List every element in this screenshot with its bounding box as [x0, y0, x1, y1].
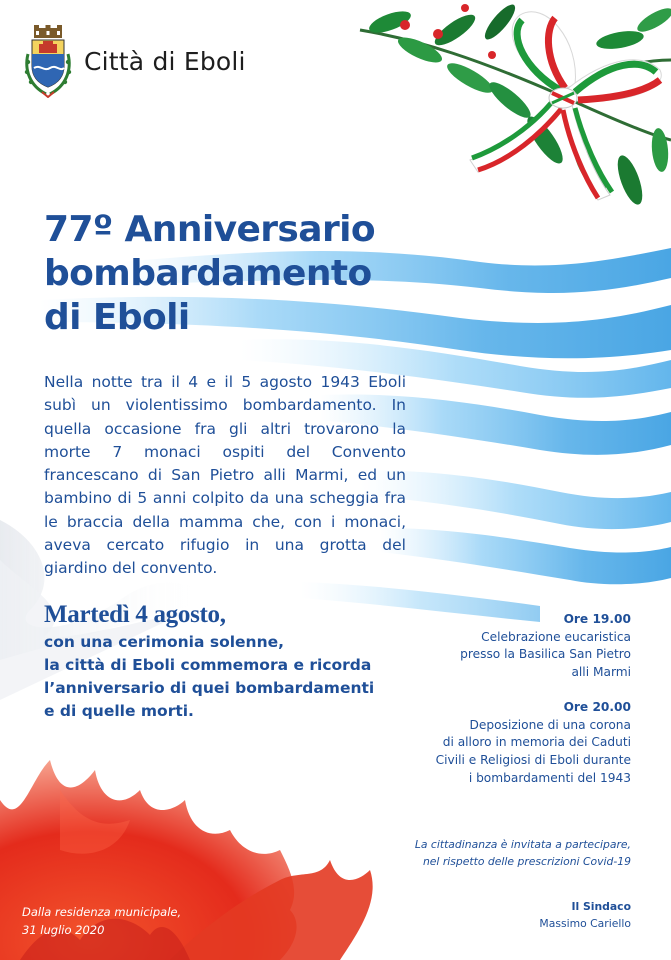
description-line: la città di Eboli commemora e ricorda: [44, 656, 372, 674]
mayor-signature: [539, 898, 631, 932]
event-time: Ore 19.00: [563, 612, 631, 626]
event-detail: di alloro in memoria dei Caduti: [442, 735, 631, 750]
description-line: con una cerimonia solenne,: [44, 633, 285, 651]
footer-date: 31 luglio 2020: [22, 922, 105, 937]
schedule-item-mass: [351, 611, 631, 682]
title-line: di Eboli: [44, 297, 190, 338]
footer-line: Dalla residenza municipale,: [22, 905, 182, 919]
city-crest-icon: [22, 24, 74, 98]
event-detail: presso la Basilica San Pietro: [460, 647, 631, 662]
ceremony-date: Martedì 4 agosto,: [44, 601, 226, 628]
description-line: e di quelle morti.: [44, 702, 194, 720]
description-line: l’anniversario di quei bombardamenti: [44, 679, 375, 697]
event-time: Ore 20.00: [563, 699, 631, 714]
schedule-item-wreath: [351, 699, 631, 788]
signature-role: Il Sindaco: [571, 900, 631, 913]
event-schedule: [351, 611, 631, 804]
footer-note: [22, 904, 181, 939]
header: [22, 24, 246, 98]
city-name: Città di Eboli: [84, 46, 246, 76]
title-line: bombardamento: [44, 253, 372, 294]
signature-name: Massimo Cariello: [539, 917, 631, 930]
invite-line: nel rispetto delle prescrizioni Covid-19: [422, 854, 631, 868]
event-detail: Deposizione di una corona: [469, 717, 631, 732]
event-detail: Celebrazione eucaristica: [481, 629, 631, 644]
event-detail: alli Marmi: [571, 665, 631, 680]
history-paragraph: Nella notte tra il 4 e il 5 agosto 1943 Eboli subì un violentissimo bombardamento. In quella occasione fra gli altri trovarono la morte 7 monaci ospiti del Convento francescano di San Pietro alli Marmi, ed un bambino di 5 anni colpito da una scheggia fra le braccia della mamma che, con i monaci, aveva cercato rifugio in una grotta del giardino del convento.: [44, 373, 406, 578]
invite-note: [415, 837, 631, 870]
event-detail: Civili e Religiosi di Eboli durante: [435, 752, 631, 767]
event-detail: i bombardamenti del 1943: [468, 770, 631, 785]
invite-line: La cittadinanza è invitata a partecipare,: [414, 838, 631, 851]
title-line: 77º Anniversario: [44, 209, 375, 250]
page-title: [44, 208, 375, 340]
